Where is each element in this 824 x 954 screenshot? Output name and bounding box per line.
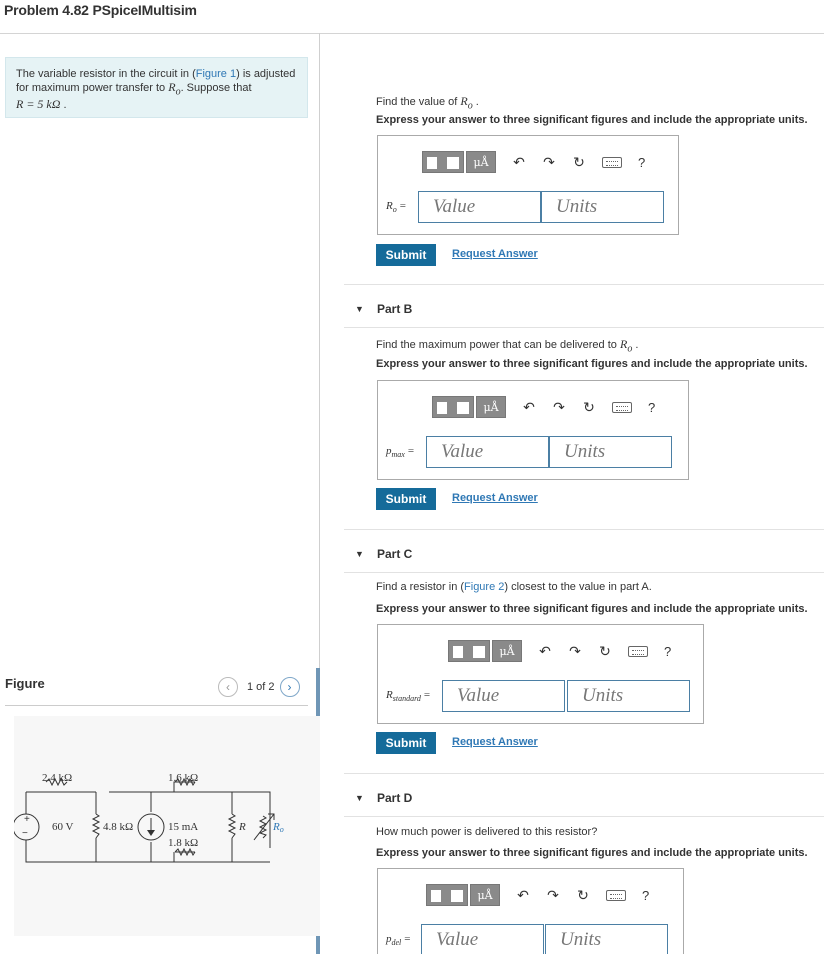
header-divider — [0, 33, 824, 34]
problem-text-2: ) is adjusted for maximum power transfer to — [16, 68, 296, 94]
problem-statement — [5, 57, 308, 118]
part-d-divider — [344, 773, 824, 774]
help-icon[interactable]: ? — [638, 154, 646, 170]
micro-angstrom-icon[interactable]: μÅ — [476, 396, 506, 418]
undo-icon[interactable]: ↶ — [513, 153, 525, 170]
part-b-divider — [344, 284, 824, 285]
figure-1-link[interactable]: Figure 1 — [195, 68, 237, 80]
part-c-question: Find a resistor in (Figure 2) closest to the value in part A. — [376, 581, 652, 593]
reset-icon[interactable]: ↻ — [583, 398, 595, 415]
part-a-instructions: Express your answer to three significant figures and include the appropriate units. — [376, 114, 808, 126]
label-4k8: 4.8 kΩ — [103, 821, 134, 833]
part-c-answer-box — [377, 624, 704, 724]
plus-sign: + — [24, 814, 30, 825]
problem-period: . — [60, 99, 67, 112]
part-a-submit-button[interactable]: Submit — [376, 244, 436, 266]
circuit-diagram — [14, 716, 320, 936]
resistor-r — [229, 814, 235, 838]
part-d-lhs: $p_{del}$ = — [386, 933, 411, 948]
part-d-toolbar — [426, 884, 649, 906]
part-a-question: Find the value of $R_o$ . — [376, 94, 479, 112]
figure-2-link[interactable]: Figure 2 — [464, 581, 505, 593]
template-icon[interactable] — [432, 396, 474, 418]
page-title: Problem 4.82 PSpiceIMultisim — [4, 2, 197, 18]
triangle-down-icon[interactable]: ▼ — [355, 304, 364, 314]
part-d-question: How much power is delivered to this resistor? — [376, 826, 598, 838]
part-d-units-input[interactable]: Units — [545, 924, 668, 954]
part-b-instructions: Express your answer to three significant figures and include the appropriate units. — [376, 358, 808, 370]
part-a-value-input[interactable]: Value — [418, 191, 541, 223]
chevron-left-icon[interactable]: ‹ — [218, 677, 238, 697]
redo-icon[interactable]: ↷ — [547, 886, 559, 903]
part-d-value-input[interactable]: Value — [421, 924, 544, 954]
part-b-value-input[interactable]: Value — [426, 436, 549, 468]
redo-icon[interactable]: ↷ — [553, 398, 565, 415]
micro-angstrom-icon[interactable]: μÅ — [492, 640, 522, 662]
part-a-toolbar — [422, 151, 645, 173]
part-d-title[interactable]: Part D — [377, 791, 413, 805]
help-icon[interactable]: ? — [648, 399, 656, 415]
part-b-units-input[interactable]: Units — [549, 436, 672, 468]
reset-icon[interactable]: ↻ — [573, 153, 585, 170]
undo-icon[interactable]: ↶ — [523, 398, 535, 415]
undo-icon[interactable]: ↶ — [539, 642, 551, 659]
part-c-instructions: Express your answer to three significant figures and include the appropriate units. — [376, 603, 808, 615]
keyboard-icon[interactable] — [606, 890, 626, 901]
figure-divider — [5, 705, 308, 706]
reset-icon[interactable]: ↻ — [577, 886, 589, 903]
label-15ma: 15 mA — [168, 821, 199, 833]
problem-r-value: R = 5 kΩ — [16, 97, 61, 112]
micro-angstrom-icon[interactable]: μÅ — [470, 884, 500, 906]
part-d-instructions: Express your answer to three significant figures and include the appropriate units. — [376, 847, 808, 859]
reset-icon[interactable]: ↻ — [599, 642, 611, 659]
problem-ro: $R_o$ — [168, 80, 181, 98]
figure-pager — [218, 677, 300, 697]
triangle-down-icon[interactable]: ▼ — [355, 793, 364, 803]
part-b-submit-button[interactable]: Submit — [376, 488, 436, 510]
part-c-submit-button[interactable]: Submit — [376, 732, 436, 754]
template-icon[interactable] — [426, 884, 468, 906]
label-60v: 60 V — [52, 821, 74, 833]
part-d-title-divider — [344, 816, 824, 817]
label-1k6: 1.6 kΩ — [168, 772, 199, 784]
minus-sign: − — [22, 828, 28, 839]
resistor-4k8 — [93, 814, 99, 838]
part-b-request-answer-link[interactable]: Request Answer — [452, 492, 538, 504]
template-icon[interactable] — [448, 640, 490, 662]
part-b-question: Find the maximum power that can be delivered to $R_o$ . — [376, 337, 639, 355]
part-d-answer-box — [377, 868, 684, 954]
part-a-answer-box — [377, 135, 679, 235]
part-c-units-input[interactable]: Units — [567, 680, 690, 712]
part-c-value-input[interactable]: Value — [442, 680, 565, 712]
ro-arrow — [254, 814, 274, 840]
redo-icon[interactable]: ↷ — [569, 642, 581, 659]
part-c-request-answer-link[interactable]: Request Answer — [452, 736, 538, 748]
part-c-title-divider — [344, 572, 824, 573]
part-a-units-input[interactable]: Units — [541, 191, 664, 223]
part-c-lhs: $R_{standard}$ = — [386, 689, 431, 704]
label-1k8: 1.8 kΩ — [168, 837, 199, 849]
triangle-down-icon[interactable]: ▼ — [355, 549, 364, 559]
keyboard-icon[interactable] — [628, 646, 648, 657]
problem-text-1: The variable resistor in the circuit in ( — [16, 68, 196, 80]
keyboard-icon[interactable] — [602, 157, 622, 168]
problem-text-3: . Suppose that — [180, 82, 252, 94]
part-b-title-divider — [344, 327, 824, 328]
part-b-answer-box — [377, 380, 689, 480]
part-a-request-answer-link[interactable]: Request Answer — [452, 248, 538, 260]
undo-icon[interactable]: ↶ — [517, 886, 529, 903]
figure-page-indicator: 1 of 2 — [247, 681, 275, 693]
part-c-toolbar — [448, 640, 671, 662]
label-ro: Ro — [273, 821, 284, 834]
circuit-figure — [14, 716, 320, 936]
help-icon[interactable]: ? — [642, 887, 650, 903]
label-r: R — [239, 821, 246, 833]
current-arrow-head — [147, 830, 155, 836]
template-icon[interactable] — [422, 151, 464, 173]
keyboard-icon[interactable] — [612, 402, 632, 413]
part-a-lhs: $R_o$ = — [386, 200, 406, 215]
chevron-right-icon[interactable]: › — [280, 677, 300, 697]
part-b-title[interactable]: Part B — [377, 302, 413, 316]
figure-label: Figure — [5, 676, 45, 691]
help-icon[interactable]: ? — [664, 643, 672, 659]
micro-angstrom-icon[interactable]: μÅ — [466, 151, 496, 173]
part-c-divider — [344, 529, 824, 530]
part-c-title[interactable]: Part C — [377, 547, 413, 561]
redo-icon[interactable]: ↷ — [543, 153, 555, 170]
resistor-ro — [260, 816, 266, 838]
label-2k4: 2.4 kΩ — [42, 772, 73, 784]
part-b-toolbar — [432, 396, 655, 418]
part-b-lhs: $p_{max}$ = — [386, 445, 415, 460]
